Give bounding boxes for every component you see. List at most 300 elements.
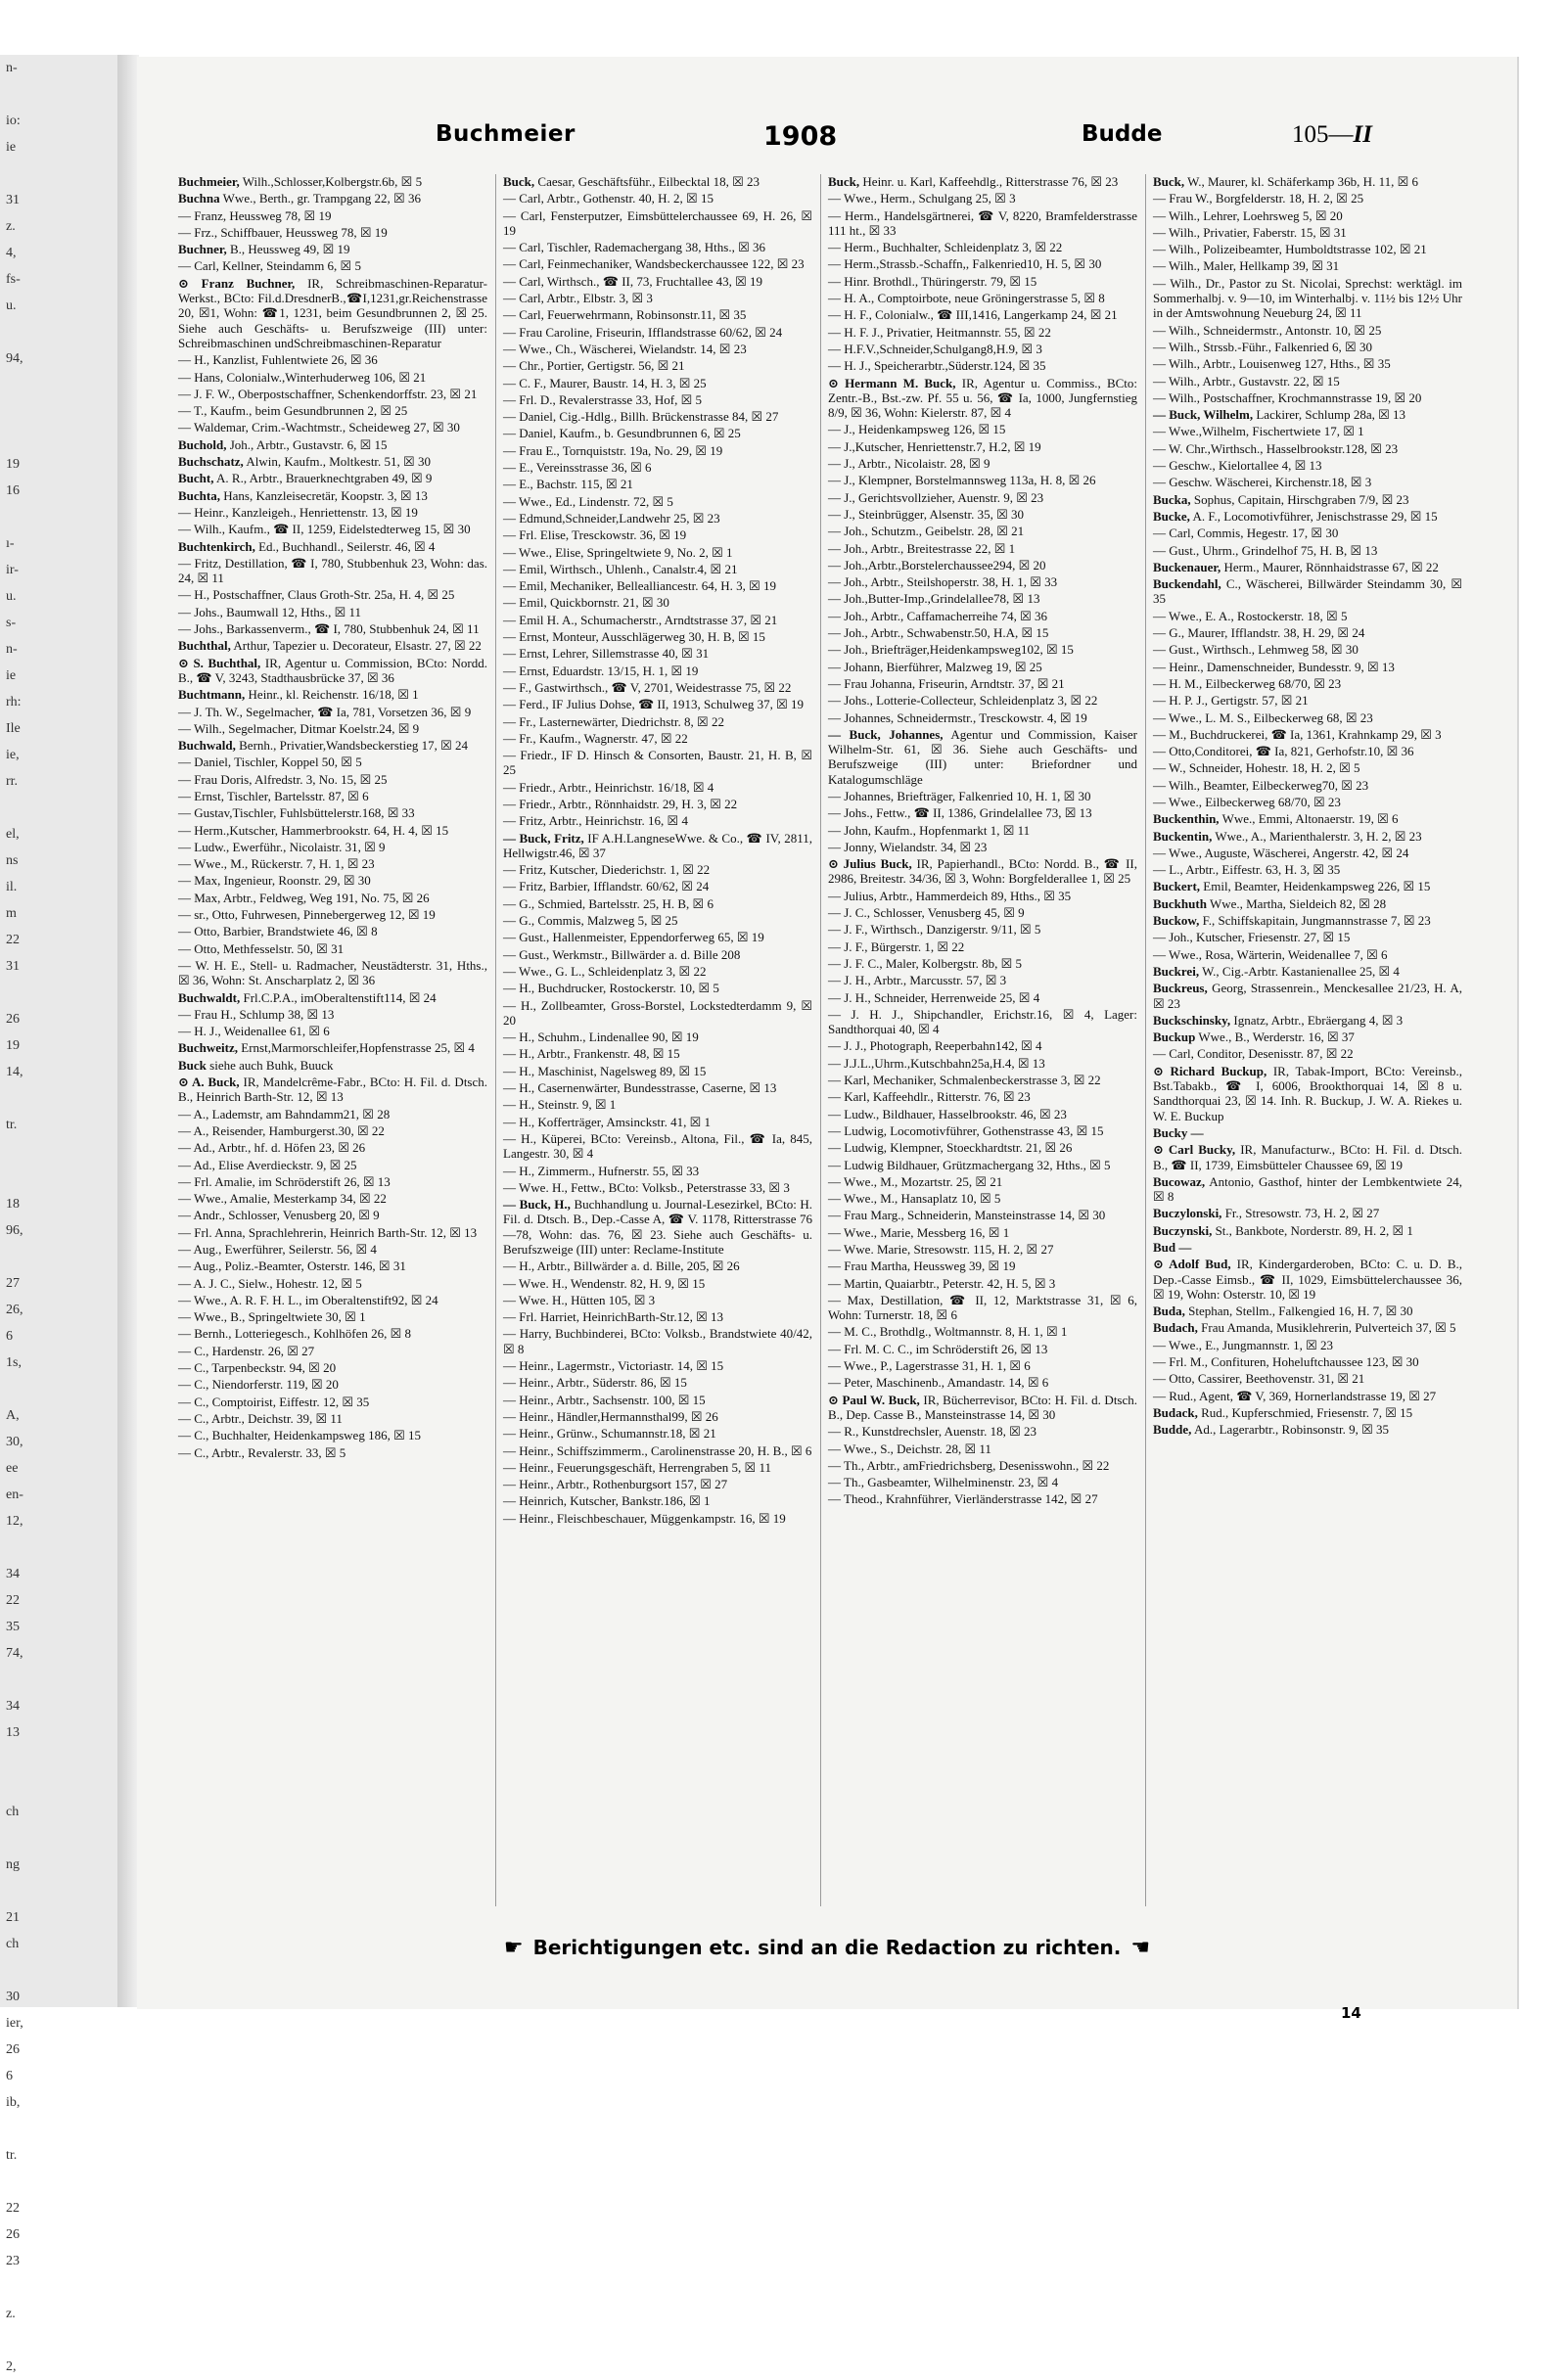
entry-name: Buchwald, bbox=[178, 738, 236, 754]
directory-entry bbox=[1153, 390, 1462, 405]
entry-name: Buck, bbox=[1153, 174, 1185, 189]
directory-entry bbox=[1153, 276, 1462, 321]
entry-text: — Wwe., Herm., Schulgang 25, ☒ 3 bbox=[828, 191, 1016, 206]
directory-entry bbox=[1153, 811, 1462, 826]
directory-entry bbox=[1153, 208, 1462, 223]
directory-entry bbox=[178, 941, 487, 956]
entry-name: ⊙ S. Buchthal, bbox=[178, 655, 261, 670]
margin-fragment bbox=[0, 425, 132, 451]
entry-text: Caesar, Geschäftsführ., Eilbecktal 18, ☒ 23 bbox=[537, 174, 760, 189]
entry-text: — Joh.,Butter-Imp.,Grindelallee78, ☒ 13 bbox=[828, 591, 1040, 607]
margin-fragment bbox=[0, 1878, 132, 1904]
directory-entry bbox=[178, 823, 487, 838]
directory-entry bbox=[1153, 913, 1462, 928]
margin-fragment: z. bbox=[6, 219, 16, 234]
directory-entry bbox=[828, 456, 1137, 471]
entry-text: — Wwe., Rosa, Wärterin, Weidenallee 7, ☒ 6 bbox=[1153, 946, 1388, 962]
directory-entry bbox=[503, 646, 812, 661]
directory-entry bbox=[503, 1131, 812, 1162]
entry-text: — H., Kanzlist, Fuhlentwiete 26, ☒ 36 bbox=[178, 352, 378, 368]
entry-name: ⊙ Julius Buck, bbox=[828, 856, 912, 872]
header-page-number: 105—II bbox=[1292, 121, 1372, 148]
entry-name: Bucht, bbox=[178, 471, 214, 486]
entry-text: — C., Arbtr., Revalerstr. 33, ☒ 5 bbox=[178, 1444, 346, 1460]
directory-entry bbox=[503, 1309, 812, 1324]
entry-text: IR, Papierhandl., BCto: Nordd. B., ☎ II, 2986, Breitestr. 34/36, ☒ 3, Wohn: Borgfelderallee 1, ☒ 25 bbox=[828, 856, 1137, 887]
entry-text: — Carl, Arbtr., Gothenstr. 40, H. 2, ☒ 15 bbox=[503, 191, 714, 206]
directory-entry bbox=[178, 1075, 487, 1105]
entry-text: — J.J.L.,Uhrm.,Kutschbahn25a,H.4, ☒ 13 bbox=[828, 1055, 1045, 1071]
margin-fragment bbox=[0, 2327, 132, 2354]
entry-text: — Frau Caroline, Friseurin, Ifflandstrasse 60/62, ☒ 24 bbox=[503, 324, 783, 340]
directory-entry bbox=[503, 1164, 812, 1178]
directory-entry bbox=[503, 1115, 812, 1129]
margin-fragment bbox=[0, 1772, 132, 1799]
entry-name: — Buck, Wilhelm, bbox=[1153, 407, 1254, 423]
entry-text: Fr., Stresowstr. 73, H. 2, ☒ 27 bbox=[1224, 1206, 1380, 1221]
entry-text: — Karl, Kaffeehdlr., Ritterstr. 76, ☒ 23 bbox=[828, 1089, 1031, 1105]
entry-text: — Theod., Krahnführer, Vierländerstrasse 142, ☒ 27 bbox=[828, 1491, 1098, 1507]
directory-entry bbox=[828, 840, 1137, 854]
directory-entry bbox=[503, 862, 812, 877]
margin-fragment: 74, bbox=[6, 1646, 23, 1661]
entry-text: — Ludwig, Klempner, Stoeckhardtstr. 21, ☒ 26 bbox=[828, 1140, 1073, 1156]
directory-entry bbox=[503, 578, 812, 593]
directory-entry bbox=[1153, 1371, 1462, 1386]
directory-entry bbox=[178, 705, 487, 719]
margin-fragment: 94, bbox=[6, 351, 23, 366]
directory-entry bbox=[828, 1342, 1137, 1356]
entry-text: Wilh.,Schlosser,Kolbergstr.6b, ☒ 5 bbox=[242, 174, 423, 189]
directory-entry bbox=[503, 595, 812, 610]
margin-fragment: 31 bbox=[6, 959, 20, 974]
entry-text: — Joh., Briefträger,Heidenkampsweg102, ☒ 15 bbox=[828, 642, 1074, 658]
entry-text: — H. F., Colonialw., ☎ III,1416, Langerkamp 24, ☒ 21 bbox=[828, 307, 1118, 323]
entry-text: — A., Reisender, Hamburgerst.30, ☒ 22 bbox=[178, 1122, 385, 1138]
entry-text: — J., Gerichtsvollzieher, Auenstr. 9, ☒ 23 bbox=[828, 489, 1044, 505]
entry-text: — J. J., Photograph, Reeperbahn142, ☒ 4 bbox=[828, 1038, 1042, 1054]
entry-text: Joh., Arbtr., Gustavstr. 6, ☒ 15 bbox=[229, 436, 388, 452]
directory-entry bbox=[1153, 1223, 1462, 1238]
directory-entry bbox=[178, 1024, 487, 1038]
entry-name: Buczylonski, bbox=[1153, 1206, 1222, 1221]
entry-name: ⊙ Franz Buchner, bbox=[178, 275, 296, 291]
margin-fragment: tr. bbox=[6, 1118, 18, 1132]
directory-entry bbox=[828, 710, 1137, 725]
entry-name: Buck, bbox=[503, 174, 535, 189]
entry-text: — A., Lademstr, am Bahndamm21, ☒ 28 bbox=[178, 1106, 391, 1121]
directory-entry bbox=[178, 687, 487, 702]
directory-entry bbox=[828, 1038, 1137, 1053]
entry-name: Bucowaz, bbox=[1153, 1173, 1206, 1189]
entry-text: — Martin, Quaiarbtr., Peterstr. 42, H. 5, ☒ 3 bbox=[828, 1275, 1056, 1291]
entry-text: — H., Postschaffner, Claus Groth-Str. 25a, H. 4, ☒ 25 bbox=[178, 587, 455, 603]
directory-entry bbox=[178, 891, 487, 905]
margin-fragment: 23 bbox=[6, 2254, 20, 2268]
directory-entry bbox=[828, 660, 1137, 674]
column-1 bbox=[178, 174, 487, 1906]
directory-entry bbox=[1153, 930, 1462, 944]
directory-entry bbox=[828, 1458, 1137, 1473]
directory-entry bbox=[503, 494, 812, 509]
directory-entry bbox=[178, 907, 487, 922]
margin-fragment bbox=[0, 1534, 132, 1561]
directory-entry bbox=[1153, 1174, 1462, 1205]
entry-text: — H., Zimmerm., Hufnerstr. 55, ☒ 33 bbox=[503, 1163, 700, 1178]
entry-text: Herm., Maurer, Rönnhaidstrasse 67, ☒ 22 bbox=[1223, 559, 1439, 574]
entry-text: — Frl. Elise, Tresckowstr. 36, ☒ 19 bbox=[503, 527, 687, 543]
entry-text: — H., Küperei, BCto: Vereinsb., Altona, Fil., ☎ Ia, 845, Langestr. 30, ☒ 4 bbox=[503, 1130, 812, 1162]
directory-entry bbox=[1153, 846, 1462, 860]
entry-text: — Aug., Ewerführer, Seilerstr. 56, ☒ 4 bbox=[178, 1242, 377, 1257]
directory-entry bbox=[828, 490, 1137, 505]
directory-entry bbox=[178, 370, 487, 385]
directory-entry bbox=[178, 772, 487, 787]
margin-fragment: 4, bbox=[6, 246, 17, 260]
directory-entry bbox=[828, 342, 1137, 356]
directory-entry bbox=[178, 721, 487, 736]
previous-page-margin bbox=[0, 55, 132, 2374]
entry-text: — Gust., Wirthsch., Lehmweg 58, ☒ 30 bbox=[1153, 642, 1359, 658]
directory-entry bbox=[1153, 744, 1462, 758]
margin-fragment: 34 bbox=[6, 1567, 20, 1581]
pointing-hand-icon: ☚ bbox=[1130, 1936, 1151, 1960]
entry-text: — C., Tarpenbeckstr. 94, ☒ 20 bbox=[178, 1360, 337, 1376]
entry-text: — Wilh., Lehrer, Loehrsweg 5, ☒ 20 bbox=[1153, 207, 1343, 223]
directory-entry bbox=[503, 913, 812, 928]
directory-entry bbox=[178, 1259, 487, 1273]
margin-fragment: u. bbox=[6, 589, 17, 604]
entry-text: Bernh., Privatier,Wandsbeckerstieg 17, ☒ 24 bbox=[239, 738, 469, 754]
entry-text: Arthur, Tapezier u. Decorateur, Elsastr. 27, ☒ 22 bbox=[233, 638, 482, 654]
entry-text: A. F., Locomotivführer, Jenischstrasse 29, ☒ 15 bbox=[1192, 508, 1438, 524]
entry-text: — H., Buchdrucker, Rostockerstr. 10, ☒ 5 bbox=[503, 981, 719, 996]
entry-text: — G., Commis, Malzweg 5, ☒ 25 bbox=[503, 913, 678, 929]
entry-name: Buckup bbox=[1153, 1030, 1196, 1045]
directory-entry bbox=[503, 208, 812, 239]
directory-entry bbox=[178, 488, 487, 503]
entry-name: Buck, bbox=[828, 174, 860, 189]
entry-text: — Joh., Arbtr., Steilshoperstr. 38, H. 1, ☒ 33 bbox=[828, 574, 1058, 590]
entry-text: — Friedr., Arbtr., Rönnhaidstr. 29, H. 3, ☒ 22 bbox=[503, 796, 738, 811]
margin-fragment: 26 bbox=[6, 2042, 20, 2057]
entry-text: — Max, Arbtr., Feldweg, Weg 191, No. 75, ☒ 26 bbox=[178, 890, 430, 905]
directory-entry bbox=[503, 1197, 812, 1257]
entry-text: Ignatz, Arbtr., Ebräergang 4, ☒ 3 bbox=[1233, 1012, 1404, 1028]
directory-entry bbox=[178, 1174, 487, 1189]
entry-text: Emil, Beamter, Heidenkampsweg 226, ☒ 15 bbox=[1203, 879, 1431, 894]
directory-entry bbox=[503, 1259, 812, 1273]
margin-fragment: 96, bbox=[6, 1223, 23, 1238]
entry-text: — Frau E., Tornquiststr. 19a, No. 29, ☒ 19 bbox=[503, 442, 723, 458]
directory-entry bbox=[503, 426, 812, 440]
directory-entry bbox=[1153, 1422, 1462, 1437]
entry-name: — Buck, Johannes, bbox=[828, 726, 944, 742]
entry-text: — Otto,Conditorei, ☎ Ia, 821, Gerhofstr.10, ☒ 36 bbox=[1153, 744, 1414, 759]
entry-text: — J. F., Wirthsch., Danzigerstr. 9/11, ☒ 5 bbox=[828, 922, 1041, 938]
margin-fragment: z. bbox=[6, 2307, 16, 2321]
entry-text: — John, Kaufm., Hopfenmarkt 1, ☒ 11 bbox=[828, 822, 1031, 838]
entry-text: — Frau Martha, Heussweg 39, ☒ 19 bbox=[828, 1259, 1016, 1274]
entry-text: — Heinr., Grünw., Schumannstr.18, ☒ 21 bbox=[503, 1426, 716, 1442]
margin-fragment bbox=[0, 504, 132, 530]
entry-text: — H., Maschinist, Nagelsweg 89, ☒ 15 bbox=[503, 1063, 707, 1078]
directory-entry bbox=[178, 258, 487, 273]
margin-fragment: ie bbox=[6, 140, 17, 155]
directory-entry bbox=[1153, 174, 1462, 189]
directory-entry bbox=[828, 422, 1137, 436]
directory-entry bbox=[178, 437, 487, 452]
entry-text: — Th., Arbtr., amFriedrichsberg, Desenisswohn., ☒ 22 bbox=[828, 1457, 1110, 1473]
directory-entry bbox=[828, 805, 1137, 820]
entry-name: Bud — bbox=[1153, 1240, 1192, 1255]
entry-text: — C., Comptoirist, Eiffestr. 12, ☒ 35 bbox=[178, 1394, 370, 1409]
entry-text: — Edmund,Schneider,Landwehr 25, ☒ 23 bbox=[503, 510, 720, 526]
directory-entry bbox=[503, 1460, 812, 1475]
directory-entry bbox=[828, 693, 1137, 708]
entry-text: — Heinr., Händler,Hermannsthal99, ☒ 26 bbox=[503, 1408, 718, 1424]
directory-entry bbox=[1153, 374, 1462, 389]
entry-text: — L., Arbtr., Eiffestr. 63, H. 3, ☒ 35 bbox=[1153, 862, 1341, 878]
directory-entry bbox=[178, 755, 487, 769]
directory-entry bbox=[178, 1395, 487, 1409]
entry-name: ⊙ Richard Buckup, bbox=[1153, 1063, 1267, 1078]
directory-entry bbox=[178, 420, 487, 435]
entry-text: — Heinr., Lagermstr., Victoriastr. 14, ☒ 15 bbox=[503, 1358, 724, 1374]
entry-text: — Johs., Lotterie-Collecteur, Schleidenplatz 3, ☒ 22 bbox=[828, 693, 1098, 709]
entry-text: IR, Tabak-Import, BCto: Vereinsb., Bst.Tabakb., ☎ I, 6006, Brookthorquai 14, ☒ 8 u. Sandthorquai 23, ☒ 14. Inh. R. Buckup, J. W. A. Riekes u. W. E. Buckup bbox=[1153, 1063, 1462, 1123]
directory-entry bbox=[1153, 1125, 1462, 1140]
entry-name: Buchta, bbox=[178, 487, 220, 503]
margin-fragment: io: bbox=[6, 114, 21, 128]
directory-entry bbox=[1153, 509, 1462, 524]
directory-entry bbox=[178, 738, 487, 753]
entry-text: — M. C., Brothdlg., Woltmannstr. 8, H. 1, ☒ 1 bbox=[828, 1324, 1068, 1340]
margin-fragment: rh: bbox=[6, 695, 22, 709]
directory-entry bbox=[828, 1174, 1137, 1189]
directory-entry bbox=[1153, 778, 1462, 793]
directory-entry bbox=[828, 1491, 1137, 1506]
directory-entry bbox=[178, 1123, 487, 1138]
entry-text: — F., Gastwirthsch., ☎ V, 2701, Weidestrasse 75, ☒ 22 bbox=[503, 679, 792, 695]
directory-entry bbox=[503, 613, 812, 627]
directory-entry bbox=[828, 1276, 1137, 1291]
entry-text: Buchhandlung u. Journal-Lesezirkel, BCto: H. Fil. d. Dtsch. B., Dep.-Casse A, ☎ V. 1178, Ritterstrasse 76—78, Wohn: das. 76, ☒ 23. Siehe auch Geschäfts- u. Berufszweige (III) unter: Reclame-Institute bbox=[503, 1197, 813, 1257]
directory-entry bbox=[828, 823, 1137, 838]
directory-entry bbox=[503, 998, 812, 1029]
entry-text: Wwe., Martha, Sieldeich 82, ☒ 28 bbox=[1209, 895, 1387, 911]
directory-entry bbox=[503, 545, 812, 560]
entry-text: — Ernst, Monteur, Ausschlägerweg 30, H. B, ☒ 15 bbox=[503, 629, 765, 645]
entry-text: — Carl, Commis, Hegestr. 17, ☒ 30 bbox=[1153, 526, 1339, 541]
entry-text: — Ferd., IF Julius Dohse, ☎ II, 1913, Schulweg 37, ☒ 19 bbox=[503, 697, 804, 712]
margin-fragment: 16 bbox=[6, 483, 20, 498]
margin-fragment bbox=[0, 1244, 132, 1270]
entry-text: — Fritz, Destillation, ☎ I, 780, Stubbenhuk 23, Wohn: das. 24, ☒ 11 bbox=[178, 555, 487, 586]
entry-name: Buckreus, bbox=[1153, 981, 1208, 996]
directory-entry bbox=[1153, 1142, 1462, 1172]
directory-entry bbox=[178, 873, 487, 888]
directory-entry bbox=[178, 1326, 487, 1341]
directory-entry bbox=[178, 958, 487, 988]
entry-text: — Frl. M. C. C., im Schröderstift 26, ☒ 13 bbox=[828, 1341, 1048, 1356]
entry-text: — Gust., Werkmstr., Billwärder a. d. Bille 208 bbox=[503, 946, 741, 962]
directory-entry bbox=[178, 208, 487, 223]
directory-entry bbox=[828, 358, 1137, 373]
entry-text: — Frau Johanna, Friseurin, Arndtstr. 37, ☒ 21 bbox=[828, 675, 1065, 691]
directory-entry bbox=[1153, 424, 1462, 438]
margin-fragment bbox=[0, 2274, 132, 2301]
entry-text: — Carl, Fensterputzer, Eimsbüttelerchaussee 69, H. 26, ☒ 19 bbox=[503, 207, 812, 238]
margin-fragment bbox=[0, 1957, 132, 1984]
entry-text: — Wwe., A. R. F. H. L., im Oberaltenstift92, ☒ 24 bbox=[178, 1292, 438, 1307]
entry-name: Bucky — bbox=[1153, 1124, 1204, 1140]
margin-fragment bbox=[0, 1165, 132, 1191]
entry-text: — Wwe., Eilbeckerweg 68/70, ☒ 23 bbox=[1153, 794, 1341, 809]
entry-text: — G., Maurer, Ifflandstr. 38, H. 29, ☒ 24 bbox=[1153, 625, 1365, 641]
directory-entry bbox=[503, 981, 812, 995]
entry-text: — Wwe. H., Fettw., BCto: Volksb., Peterstrasse 33, ☒ 3 bbox=[503, 1179, 790, 1195]
margin-fragment: 18 bbox=[6, 1197, 20, 1212]
entry-text: — H. P. J., Gertigstr. 57, ☒ 21 bbox=[1153, 693, 1309, 709]
entry-text: — Franz, Heussweg 78, ☒ 19 bbox=[178, 207, 332, 223]
entry-text: — J. Th. W., Segelmacher, ☎ Ia, 781, Vorsetzen 36, ☒ 9 bbox=[178, 704, 472, 719]
directory-entry bbox=[503, 527, 812, 542]
directory-entry bbox=[1153, 441, 1462, 456]
entry-name: — Buck, H., bbox=[503, 1197, 571, 1213]
entry-text: — C., Hardenstr. 26, ☒ 27 bbox=[178, 1343, 315, 1358]
directory-entry bbox=[503, 240, 812, 254]
entry-text: — Johann, Bierführer, Malzweg 19, ☒ 25 bbox=[828, 659, 1042, 674]
directory-entry bbox=[1153, 526, 1462, 540]
entry-text: — Wwe. H., Hütten 105, ☒ 3 bbox=[503, 1292, 656, 1307]
entry-text: — Heinr., Schiffszimmerm., Carolinenstrasse 20, H. B., ☒ 6 bbox=[503, 1442, 812, 1458]
entry-text: — Wilh., Beamter, Eilbeckerweg70, ☒ 23 bbox=[1153, 777, 1369, 793]
directory-entry bbox=[178, 1040, 487, 1055]
directory-entry bbox=[503, 813, 812, 828]
directory-entry bbox=[828, 1375, 1137, 1390]
entry-text: — Wwe., L. M. S., Eilbeckerweg 68, ☒ 23 bbox=[1153, 709, 1373, 725]
entry-name: Buchtmann, bbox=[178, 687, 246, 703]
directory-entry bbox=[503, 1097, 812, 1112]
directory-entry bbox=[828, 609, 1137, 623]
entry-text: — Joh.,Arbtr.,Borstelerchaussee294, ☒ 20 bbox=[828, 557, 1046, 572]
entry-text: — Daniel, Tischler, Koppel 50, ☒ 5 bbox=[178, 755, 362, 770]
entry-name: Buck bbox=[178, 1057, 207, 1073]
entry-text: — Joh., Arbtr., Breitestrasse 22, ☒ 1 bbox=[828, 540, 1016, 556]
entry-text: — Geschw. Wäscherei, Kirchenstr.18, ☒ 3 bbox=[1153, 475, 1372, 490]
entry-name: Buchna bbox=[178, 191, 220, 206]
directory-entry bbox=[1153, 862, 1462, 877]
entry-text: — Johs., Fettw., ☎ II, 1386, Grindelallee 73, ☒ 13 bbox=[828, 805, 1092, 821]
directory-entry bbox=[1153, 340, 1462, 354]
entry-text: — Carl, Conditor, Desenisstr. 87, ☒ 22 bbox=[1153, 1046, 1354, 1062]
directory-entry bbox=[178, 1058, 487, 1073]
entry-text: — Frau Marg., Schneiderin, Mansteinstrasse 14, ☒ 30 bbox=[828, 1208, 1106, 1223]
entry-text: — E., Vereinsstrasse 36, ☒ 6 bbox=[503, 460, 652, 476]
directory-entry bbox=[1153, 458, 1462, 473]
entry-text: — Wwe., P., Lagerstrasse 31, H. 1, ☒ 6 bbox=[828, 1358, 1031, 1374]
directory-entry bbox=[828, 939, 1137, 954]
margin-fragment: 34 bbox=[6, 1699, 20, 1714]
directory-entry bbox=[503, 174, 812, 189]
margin-fragment: ie, bbox=[6, 748, 20, 762]
entry-text: — J.,Kutscher, Henriettenstr.7, H.2, ☒ 19 bbox=[828, 438, 1041, 454]
directory-entry bbox=[178, 1225, 487, 1240]
directory-entry bbox=[503, 1080, 812, 1095]
entry-text: Heinr., kl. Reichenstr. 16/18, ☒ 1 bbox=[248, 687, 419, 703]
entry-text: — H., Casernenwärter, Bundesstrasse, Caserne, ☒ 13 bbox=[503, 1080, 777, 1096]
entry-text: — Ludw., Ewerführ., Nicolaistr. 31, ☒ 9 bbox=[178, 839, 386, 854]
directory-entry bbox=[828, 1208, 1137, 1222]
entry-text: F., Schiffskapitain, Jungmannstrasse 7, ☒ 23 bbox=[1202, 913, 1431, 929]
directory-entry bbox=[828, 591, 1137, 606]
directory-entry bbox=[1153, 356, 1462, 371]
entry-text: Wwe., Emmi, Altonaerstr. 19, ☒ 6 bbox=[1221, 811, 1399, 827]
entry-name: Buchmeier, bbox=[178, 174, 240, 189]
directory-entry bbox=[828, 1073, 1137, 1087]
directory-entry bbox=[1153, 1304, 1462, 1318]
margin-fragment: ch bbox=[6, 1937, 20, 1951]
entry-text: — Fr., Kaufm., Wagnerstr. 47, ☒ 22 bbox=[503, 730, 688, 746]
directory-entry bbox=[828, 1007, 1137, 1037]
entry-text: — Wwe., Amalie, Mesterkamp 34, ☒ 22 bbox=[178, 1191, 387, 1207]
entry-text: — Heinrich, Kutscher, Bankstr.186, ☒ 1 bbox=[503, 1493, 711, 1509]
entry-text: — Wwe. Marie, Stresowstr. 115, H. 2, ☒ 27 bbox=[828, 1242, 1054, 1257]
entry-text: Stephan, Stellm., Falkengied 16, H. 7, ☒ 30 bbox=[1188, 1304, 1413, 1319]
directory-entry bbox=[1153, 795, 1462, 809]
directory-entry bbox=[828, 1442, 1137, 1456]
entry-text: — Waldemar, Crim.-Wachtmstr., Scheideweg 27, ☒ 30 bbox=[178, 420, 460, 435]
directory-entry bbox=[828, 191, 1137, 206]
entry-name: Buchschatz, bbox=[178, 454, 244, 470]
entry-text: — J. H., Schneider, Herrenweide 25, ☒ 4 bbox=[828, 989, 1040, 1005]
directory-entry bbox=[1153, 660, 1462, 674]
directory-entry bbox=[503, 325, 812, 340]
entry-text: — Heinr., Kanzleigeh., Henriettenstr. 13, ☒ 19 bbox=[178, 504, 418, 520]
entry-text: — Wilh., Privatier, Faberstr. 15, ☒ 31 bbox=[1153, 224, 1347, 240]
column-4 bbox=[1153, 174, 1462, 1906]
margin-fragment: ier, bbox=[6, 2016, 23, 2031]
margin-fragment: 21 bbox=[6, 1910, 20, 1925]
directory-entry bbox=[503, 274, 812, 289]
directory-entry bbox=[178, 1107, 487, 1121]
entry-name: Buchner, bbox=[178, 242, 227, 257]
entry-text: — Emil H. A., Schumacherstr., Arndtstrasse 37, ☒ 21 bbox=[503, 612, 778, 627]
margin-fragment: 31 bbox=[6, 193, 20, 207]
entry-text: — M., Buchdruckerei, ☎ Ia, 1361, Krahnkamp 29, ☒ 3 bbox=[1153, 726, 1442, 742]
directory-entry bbox=[503, 714, 812, 729]
directory-entry bbox=[1153, 242, 1462, 256]
directory-entry bbox=[828, 856, 1137, 887]
entry-text: — Carl, Feuerwehrmann, Robinsonstr.11, ☒ 35 bbox=[503, 307, 747, 323]
margin-fragment: m bbox=[6, 906, 17, 921]
directory-entry bbox=[1153, 1013, 1462, 1028]
margin-fragment bbox=[0, 980, 132, 1006]
header-first-name: Buchmeier bbox=[436, 121, 576, 147]
directory-entry bbox=[178, 276, 487, 350]
entry-name: ⊙ Hermann M. Buck, bbox=[828, 375, 956, 390]
directory-entry bbox=[503, 831, 812, 861]
entry-text: — Frl. Amalie, im Schröderstift 26, ☒ 13 bbox=[178, 1173, 391, 1189]
entry-text: — Fritz, Barbier, Ifflandstr. 60/62, ☒ 24 bbox=[503, 879, 710, 894]
margin-fragment: 12, bbox=[6, 1514, 23, 1529]
entry-name: Buczynski, bbox=[1153, 1222, 1213, 1238]
column-divider bbox=[1145, 174, 1146, 1906]
directory-entry bbox=[828, 1393, 1137, 1423]
entry-text: — Wilh., Maler, Hellkamp 39, ☒ 31 bbox=[1153, 258, 1340, 274]
entry-text: — Wilh., Arbtr., Gustavstr. 22, ☒ 15 bbox=[1153, 373, 1340, 389]
